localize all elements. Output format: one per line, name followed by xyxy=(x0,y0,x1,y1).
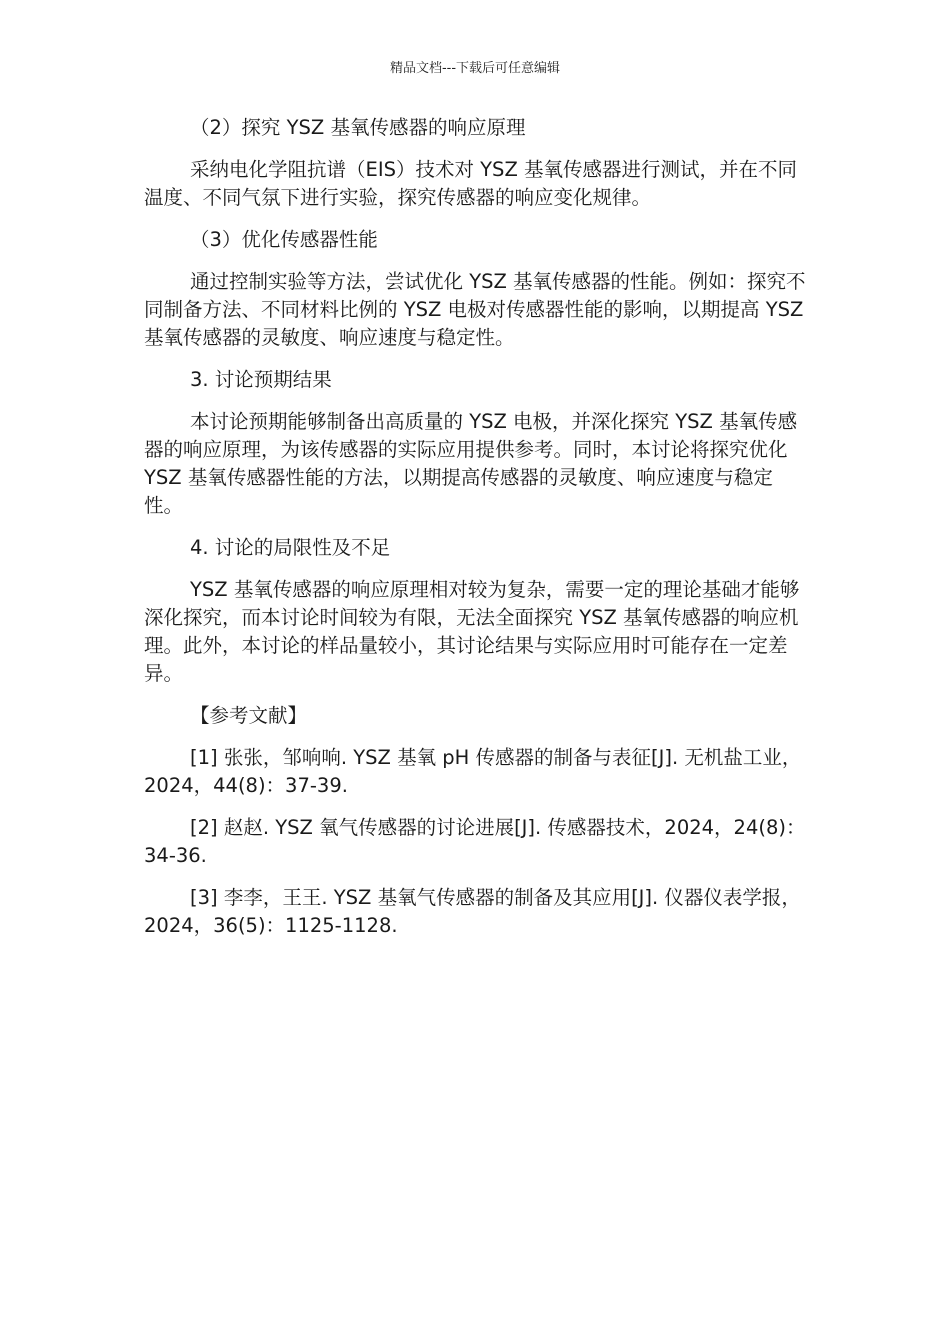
reference-item-3: [3] 李李，王王. YSZ 基氧气传感器的制备及其应用[J]. 仪器仪表学报，2024，36(5)：1125-1128. xyxy=(144,886,801,937)
section-heading-response-principle: （2）探究 YSZ 基氧传感器的响应原理 xyxy=(190,116,526,139)
document-body xyxy=(144,114,806,954)
paragraph-eis-testing: 采纳电化学阻抗谱（EIS）技术对 YSZ 基氧传感器进行测试，并在不同温度、不同气氛下进行实验，探究传感器的响应变化规律。 xyxy=(144,158,797,209)
page-header: 精品文档---下载后可任意编辑 xyxy=(389,61,561,76)
section-heading-expected-results: 3. 讨论预期结果 xyxy=(190,368,332,391)
paragraph-optimize-methods: 通过控制实验等方法，尝试优化 YSZ 基氧传感器的性能。例如：探究不同制备方法、不同材料比例的 YSZ 电极对传感器性能的影响，以期提高 YSZ 基氧传感器的灵敏度、响应速度与稳定性。 xyxy=(144,270,806,349)
references-heading: 【参考文献】 xyxy=(190,704,308,727)
section-heading-optimize-performance: （3）优化传感器性能 xyxy=(190,228,378,251)
reference-item-1: [1] 张张，邹响响. YSZ 基氧 pH 传感器的制备与表征[J]. 无机盐工业，2024，44(8)：37-39. xyxy=(144,746,802,797)
paragraph-expected-results: 本讨论预期能够制备出高质量的 YSZ 电极，并深化探究 YSZ 基氧传感器的响应原理，为该传感器的实际应用提供参考。同时，本讨论将探究优化 YSZ 基氧传感器性能的方法，以期提高传感器的灵敏度、响应速度与稳定性。 xyxy=(144,410,798,517)
reference-item-2: [2] 赵赵. YSZ 氧气传感器的讨论进展[J]. 传感器技术，2024，24(8)：34-36. xyxy=(144,816,806,867)
section-heading-limitations: 4. 讨论的局限性及不足 xyxy=(190,536,391,559)
paragraph-limitations: YSZ 基氧传感器的响应原理相对较为复杂，需要一定的理论基础才能够深化探究，而本讨论时间较为有限，无法全面探究 YSZ 基氧传感器的响应机理。此外，本讨论的样品量较小，其讨论结果与实际应用时可能存在一定差异。 xyxy=(144,578,800,685)
